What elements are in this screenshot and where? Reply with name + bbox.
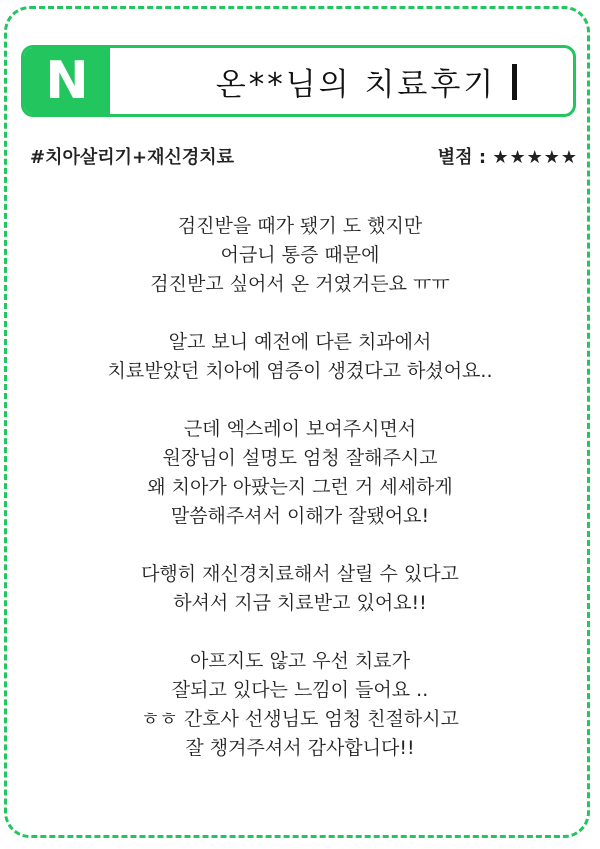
review-paragraph	[30, 415, 570, 531]
review-line: 잘 챙겨주셔서 감사합니다!!	[185, 737, 415, 759]
review-title: 온**님의 치료후기	[215, 66, 497, 103]
review-line: 왜 치아가 아팠는지 그런 거 세세하게	[147, 476, 453, 498]
review-paragraph	[30, 212, 570, 299]
review-line: 근데 엑스레이 보여주시면서	[183, 418, 417, 440]
rating-stars-icon: ★★★★★	[492, 147, 578, 168]
review-line: 말씀해주셔서 이해가 잘됐어요!	[170, 505, 430, 527]
review-line: ㅎㅎ 간호사 선생님도 엄청 친절하시고	[141, 708, 459, 730]
review-header	[21, 45, 576, 117]
review-line: 잘되고 있다는 느낌이 들어요 ..	[171, 679, 429, 701]
review-line: 하셔서 지금 치료받고 있어요!!	[173, 592, 427, 614]
review-body	[30, 212, 570, 792]
hashtag-label: #치아살리기+재신경치료	[30, 147, 235, 168]
rating-label: 별점 :	[437, 147, 487, 168]
review-line: 아프지도 않고 우선 치료가	[189, 650, 410, 672]
review-line: 치료받았던 치아에 염증이 생겼다고 하셨어요..	[107, 360, 493, 382]
review-paragraph	[30, 328, 570, 386]
rating	[438, 143, 578, 169]
logo-letter: N	[45, 51, 89, 111]
review-paragraph	[30, 647, 570, 763]
review-paragraph	[30, 560, 570, 618]
text-cursor-icon	[512, 64, 517, 100]
review-line: 어금니 통증 때문에	[220, 244, 380, 266]
review-line: 검진받고 싶어서 온 거였거든요 ㅠㅠ	[150, 273, 450, 295]
naver-logo	[24, 48, 110, 114]
review-line: 검진받을 때가 됐기 도 했지만	[177, 215, 423, 237]
review-line: 원장님이 설명도 엄청 잘해주시고	[162, 447, 438, 469]
review-line: 다행히 재신경치료해서 살릴 수 있다고	[141, 563, 459, 585]
review-line: 알고 보니 예전에 다른 치과에서	[168, 331, 432, 353]
title-field	[149, 52, 563, 110]
